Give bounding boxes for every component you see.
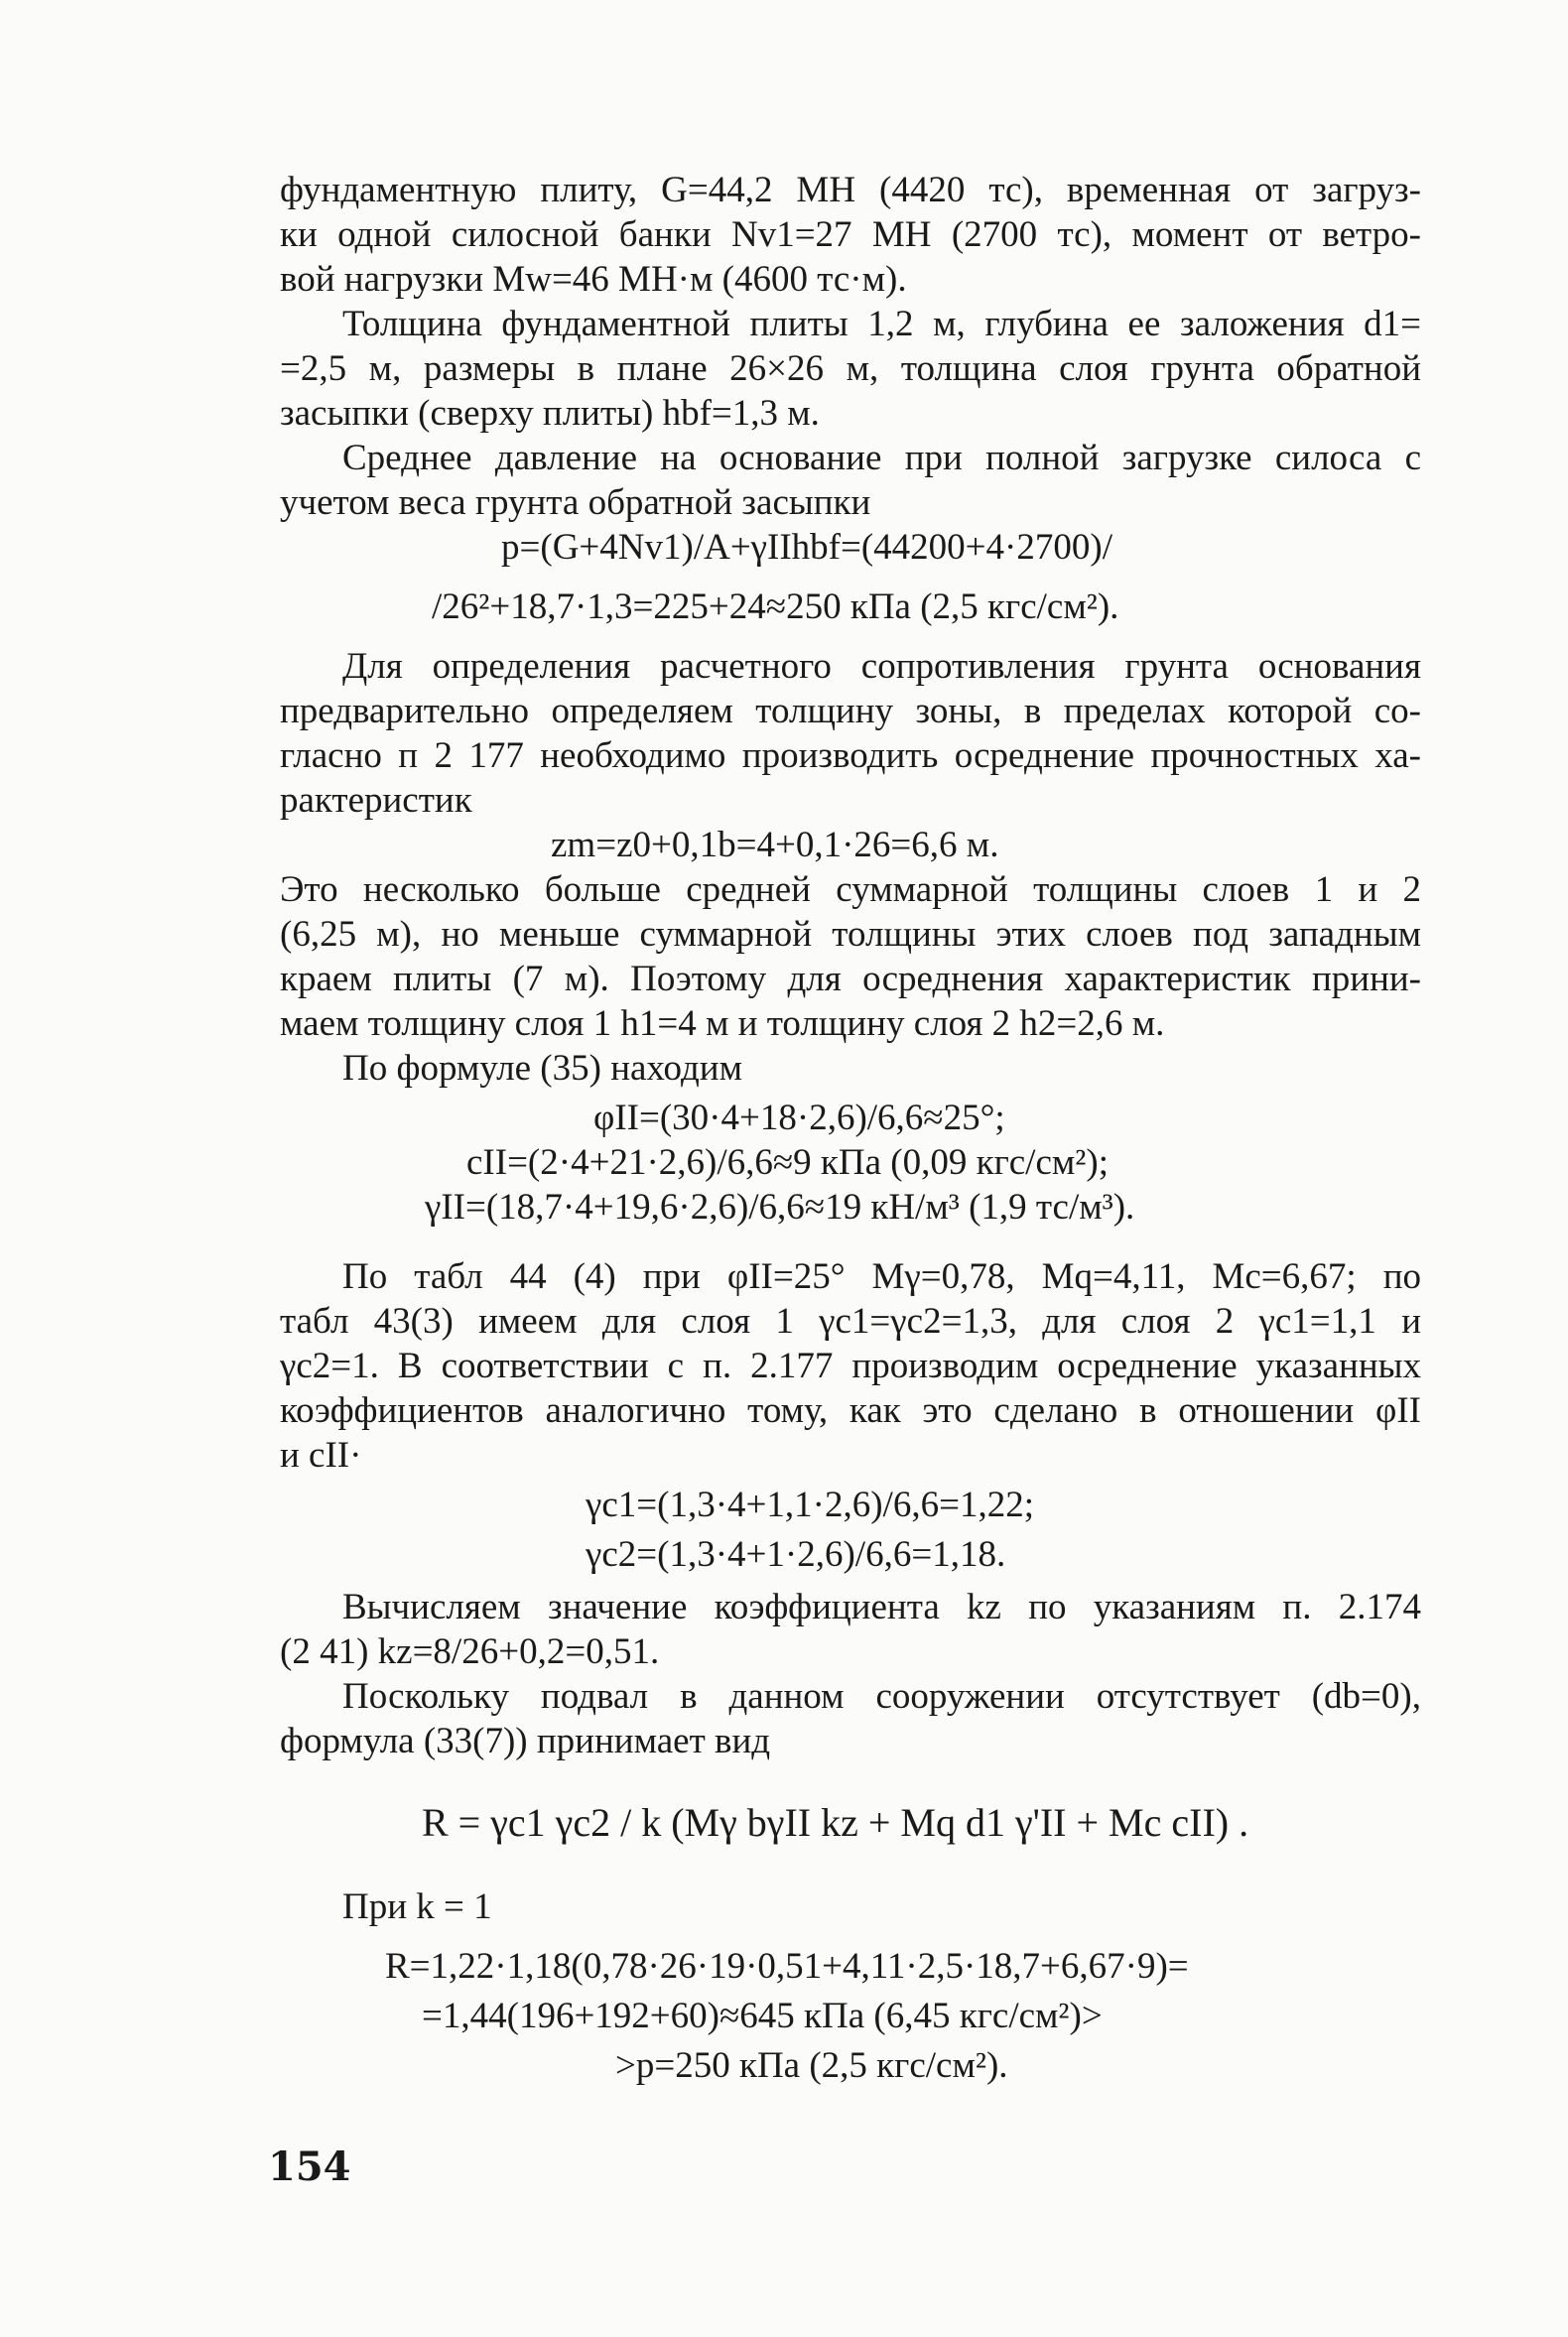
text-line-1: фундаментную плиту, G=44,2 МН (4420 тс), временная от загруз- (280, 170, 1421, 210)
text-line-12: предварительно определяем толщину зоны, в пределах которой со- (280, 691, 1421, 731)
text-line-34: формула (33(7)) принимает вид (280, 1721, 771, 1761)
text-line-3: вой нагрузки Mw=46 МН·м (4600 тс·м). (280, 259, 907, 300)
formula-R-calc-1: R=1,22·1,18(0,78·26·19·0,51+4,11·2,5·18,7+6,67·9)= (385, 1946, 1189, 1987)
text-line-28: и cII· (280, 1435, 362, 1476)
text-line-16: Это несколько больше средней суммарной толщины слоев 1 и 2 (280, 869, 1421, 910)
formula-gamma: γII=(18,7·4+19,6·2,6)/6,6≈19 кН/м³ (1,9 тс/м³). (425, 1187, 1135, 1228)
text-line-20: По формуле (35) находим (342, 1048, 742, 1089)
text-line-8: учетом веса грунта обратной засыпки (280, 482, 871, 523)
text-line-17: (6,25 м), но меньше суммарной толщины этих слоев под западным (280, 914, 1421, 955)
text-line-4: Толщина фундаментной плиты 1,2 м, глубина ее заложения d1= (342, 304, 1421, 344)
formula-R: R = γc1 γc2 / k (Mγ bγII kz + Mq d1 γ'II + Mc cII) . (422, 1800, 1249, 1845)
text-line-7: Среднее давление на основание при полной загрузке силоса с (342, 438, 1421, 478)
text-line-32: (2 41) kz=8/26+0,2=0,51. (280, 1631, 660, 1672)
text-line-27: коэффициентов аналогично тому, как это сделано в отношении φII (280, 1390, 1421, 1431)
formula-c: cII=(2·4+21·2,6)/6,6≈9 кПа (0,09 кгс/см²); (466, 1142, 1109, 1183)
formula-pressure-1: p=(G+4Nv1)/A+γIIhbf=(44200+4·2700)/ (501, 527, 1112, 568)
text-line-26: γc2=1. В соответствии с п. 2.177 производим осреднение указанных (280, 1346, 1421, 1386)
formula-zm: zm=z0+0,1b=4+0,1·26=6,6 м. (551, 825, 999, 865)
text-line-24: По табл 44 (4) при φII=25° Mγ=0,78, Mq=4,11, Mc=6,67; по (342, 1256, 1421, 1297)
formula-phi: φII=(30·4+18·2,6)/6,6≈25°; (593, 1098, 1005, 1138)
formula-gamma-c2: γc2=(1,3·4+1·2,6)/6,6=1,18. (586, 1534, 1006, 1575)
text-line-19: маем толщину слоя 1 h1=4 м и толщину слоя 2 h2=2,6 м. (280, 1003, 1165, 1044)
text-line-25: табл 43(3) имеем для слоя 1 γc1=γc2=1,3, для слоя 2 γc1=1,1 и (280, 1301, 1421, 1342)
text-line-11: Для определения расчетного сопротивления грунта основания (342, 646, 1421, 687)
text-line-14: рактеристик (280, 780, 472, 821)
formula-R-calc-3: >p=250 кПа (2,5 кгс/см²). (615, 2045, 1008, 2086)
formula-pressure-2: /26²+18,7·1,3=225+24≈250 кПа (2,5 кгс/см²). (432, 586, 1119, 627)
page-number: 154 (268, 2143, 351, 2190)
formula-gamma-c1: γc1=(1,3·4+1,1·2,6)/6,6=1,22; (586, 1485, 1034, 1525)
text-line-18: краем плиты (7 м). Поэтому для осреднения характеристик прини- (280, 959, 1421, 999)
text-line-13: гласно п 2 177 необходимо производить осреднение прочностных ха- (280, 735, 1421, 776)
text-line-6: засыпки (сверху плиты) hbf=1,3 м. (280, 393, 820, 434)
formula-R-calc-2: =1,44(196+192+60)≈645 кПа (6,45 кгс/см²)> (422, 1996, 1103, 2036)
text-line-33: Поскольку подвал в данном сооружении отсутствует (db=0), (342, 1676, 1421, 1717)
text-line-31: Вычисляем значение коэффициента kz по указаниям п. 2.174 (342, 1587, 1421, 1627)
text-line-5: =2,5 м, размеры в плане 26×26 м, толщина слоя грунта обратной (280, 348, 1421, 389)
text-line-2: ки одной силосной банки Nv1=27 МН (2700 тс), момент от ветро- (280, 214, 1421, 255)
text-line-36: При k = 1 (342, 1886, 492, 1927)
